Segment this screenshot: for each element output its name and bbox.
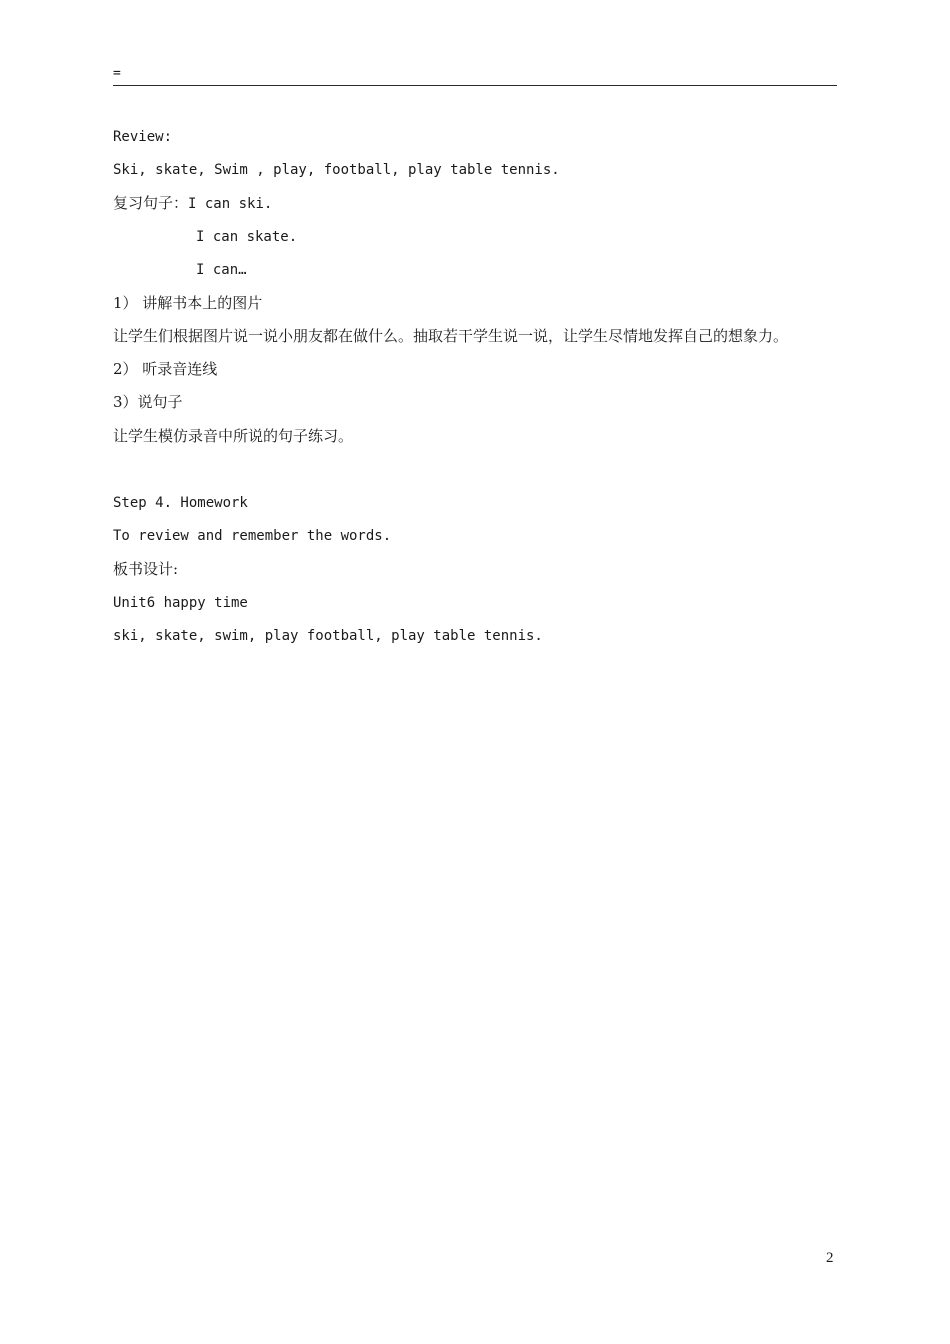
sentence-3: I can… (196, 262, 247, 278)
homework-text: To review and remember the words. (113, 528, 392, 544)
item-1-description: 让学生们根据图片说一说小朋友都在做什么。抽取若干学生说一说，让学生尽情地发挥自己的想象力。 (113, 327, 789, 345)
review-sentences-line (113, 193, 272, 214)
item-3: 3）说句子 (113, 393, 183, 411)
header-mark: = (113, 66, 121, 81)
item-2: 2） 听录音连线 (113, 360, 218, 378)
item-3-description: 让学生模仿录音中所说的句子练习。 (113, 427, 354, 445)
item-1: 1） 讲解书本上的图片 (113, 294, 263, 312)
review-label: Review: (113, 129, 173, 145)
page-number: 2 (826, 1250, 834, 1266)
header-rule (113, 85, 837, 86)
sentence-2: I can skate. (196, 229, 298, 245)
sentence-1: I can ski. (188, 196, 273, 212)
review-sentences-label: 复习句子： (113, 194, 189, 212)
board-title: Unit6 happy time (113, 595, 248, 611)
step-4-title: Step 4. Homework (113, 495, 248, 511)
board-words: ski, skate, swim, play football, play table tennis. (113, 628, 543, 644)
review-words: Ski, skate, Swim , play, football, play table tennis. (113, 162, 560, 178)
board-design-label: 板书设计: (113, 560, 179, 578)
